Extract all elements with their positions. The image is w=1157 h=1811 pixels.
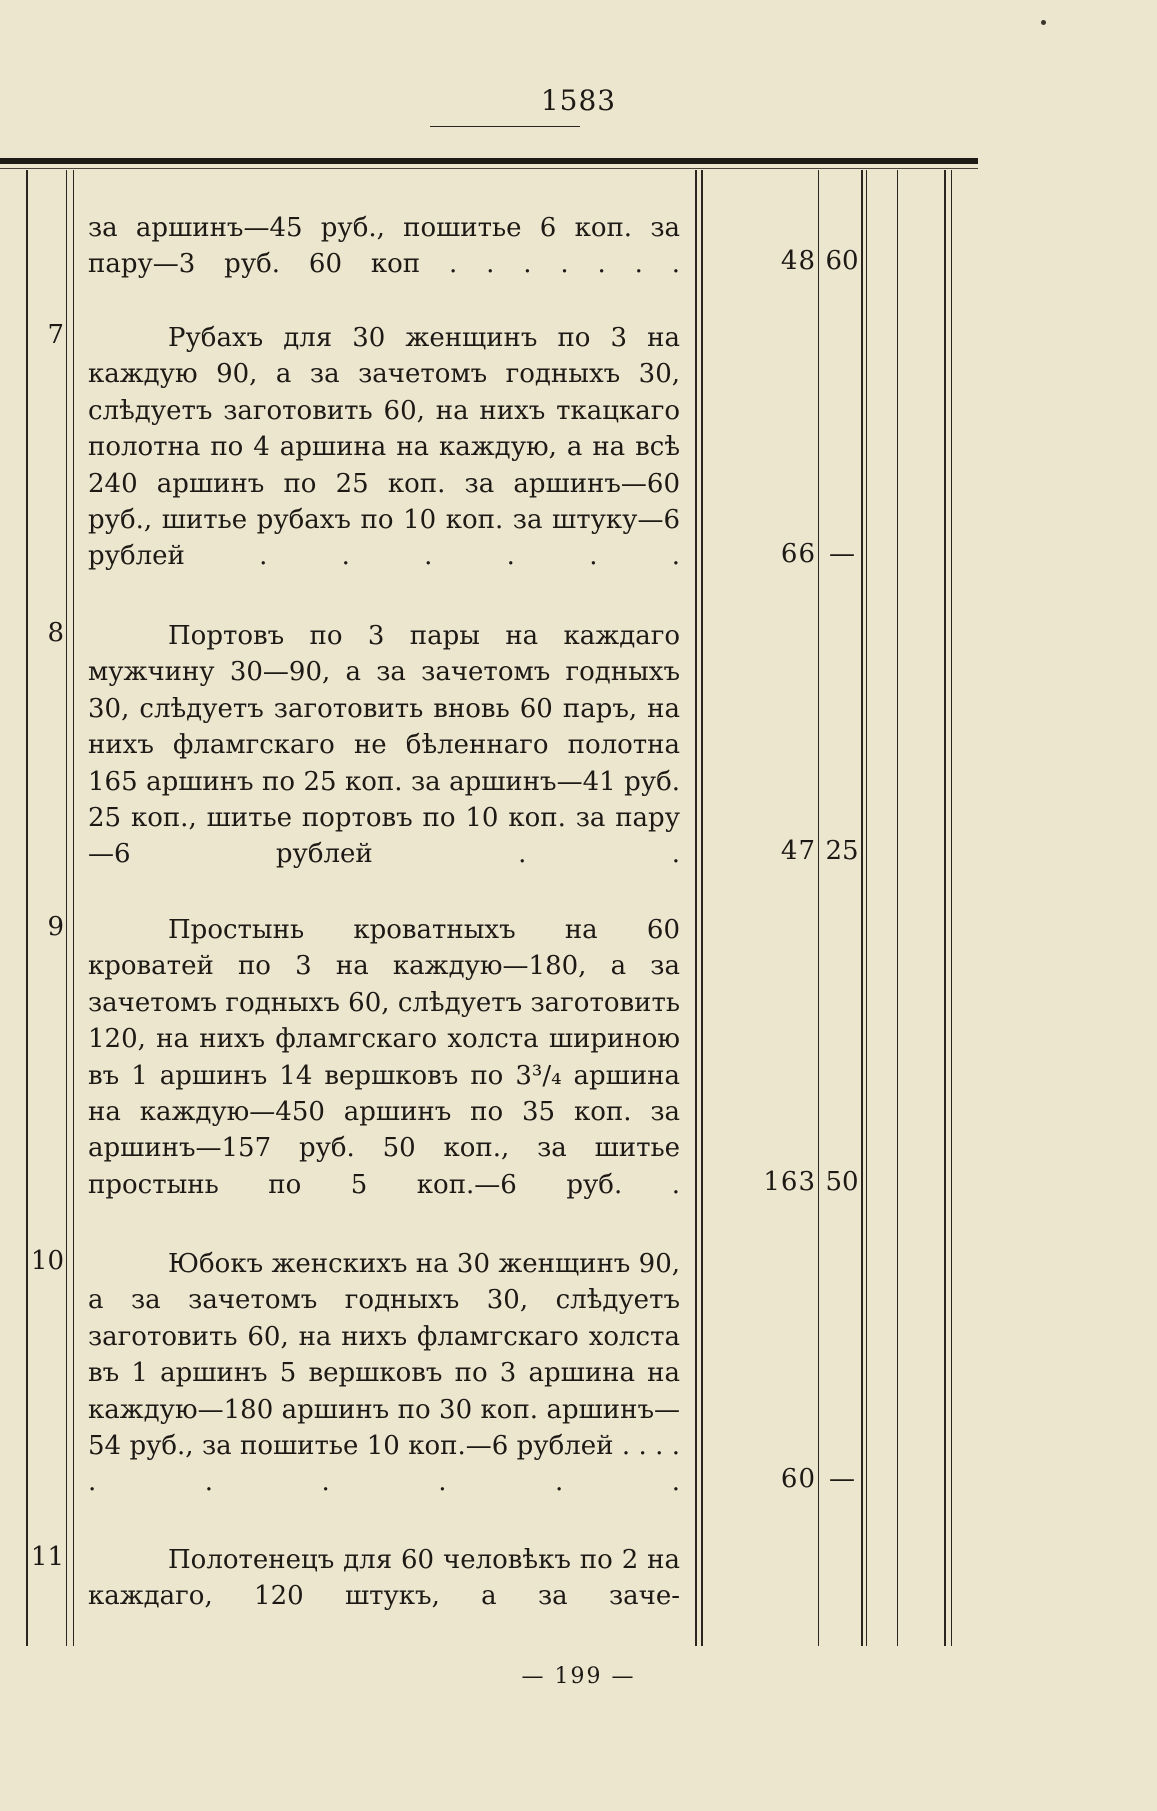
row-kopecks: 60 <box>825 246 859 276</box>
column-line-left-inner-2 <box>73 170 74 1646</box>
column-line-kop-right-1 <box>861 170 863 1646</box>
row-text-content: Юбокъ женскихъ на 30 женщинъ 90, а за зачетомъ годныхъ 30, слѣдуетъ заготовить 60, на нихъ фламгскаго холста въ 1 аршинъ 5 вершковъ по 3 аршина на каждую—180 аршинъ по 30 коп. аршинъ—54 руб., за пошитье 10 коп.—6 рублей . . . . . . . . . . <box>88 1249 680 1498</box>
row-number: 9 <box>47 912 64 942</box>
row-number: 10 <box>30 1246 64 1276</box>
row-rubles: 48 <box>780 246 816 276</box>
row-text <box>88 618 680 873</box>
row-kopecks: — <box>829 539 855 569</box>
row-kopecks: — <box>829 1464 855 1494</box>
column-line-left-inner-1 <box>66 170 67 1646</box>
column-line-kop-right-2 <box>866 170 867 1646</box>
row-number: 8 <box>47 618 64 648</box>
row-text-content: Рубахъ для 30 женщинъ по 3 на каждую 90, а за зачетомъ годныхъ 30, слѣдуетъ заготовить 60, на нихъ ткацкаго полотна по 4 аршина на каждую, а на всѣ 240 аршинъ по 25 коп. за аршинъ—60 руб., шитье рубахъ по 10 коп. за штуку—6 рублей . . . . . . <box>88 323 680 572</box>
row-text <box>88 1246 680 1501</box>
row-text: за аршинъ—45 руб., пошитье 6 коп. за пару—3 руб. 60 коп . . . . . . . <box>88 213 680 280</box>
column-line-left-outer <box>26 170 28 1646</box>
paper-speck <box>1041 20 1046 25</box>
row-rubles: 163 <box>763 1167 816 1197</box>
row-number: 7 <box>47 320 64 350</box>
row-rubles: 60 <box>780 1464 816 1494</box>
row-text <box>88 320 680 575</box>
table-top-rule-thin <box>0 168 978 169</box>
column-line-text-right-1 <box>695 170 697 1646</box>
column-line-right-2 <box>944 170 946 1646</box>
page-header-number: 1583 <box>540 84 617 117</box>
row-text-content: Простынь кроватныхъ на 60 кроватей по 3 на каждую—180, а за зачетомъ годныхъ 60, слѣдуетъ заготовить 120, на нихъ фламгскаго холста шириною въ 1 аршинъ 14 вершковъ по 3³/₄ аршина на каждую—450 аршинъ по 35 коп. за аршинъ—157 руб. 50 коп., за шитье простынь по 5 коп.—6 руб. . <box>88 915 680 1200</box>
row-text-content: Портовъ по 3 пары на каждаго мужчину 30—90, а за зачетомъ годныхъ 30, слѣдуетъ заготовить вновь 60 паръ, на нихъ фламгскаго не бѣленнаго полотна 165 аршинъ по 25 коп. за аршинъ—41 руб. 25 коп., шитье портовъ по 10 коп. за пару—6 рублей . . <box>88 621 680 870</box>
row-number: 11 <box>30 1542 64 1572</box>
column-line-rub-kop <box>818 170 819 1646</box>
row-text <box>88 912 680 1203</box>
row-kopecks: 50 <box>825 1167 859 1197</box>
table-top-rule <box>0 158 978 164</box>
row-text <box>88 1542 680 1615</box>
header-underline <box>430 126 580 127</box>
page-footer-number: — 199 — <box>521 1664 636 1689</box>
row-kopecks: 25 <box>825 836 859 866</box>
column-line-right-1 <box>897 170 898 1646</box>
row-rubles: 66 <box>780 539 816 569</box>
column-line-text-right-2 <box>701 170 703 1646</box>
column-line-right-3 <box>951 170 952 1646</box>
row-text-content: Полотенецъ для 60 человѣкъ по 2 на каждаго, 120 штукъ, а за заче- <box>88 1545 680 1612</box>
row-rubles: 47 <box>780 836 816 866</box>
